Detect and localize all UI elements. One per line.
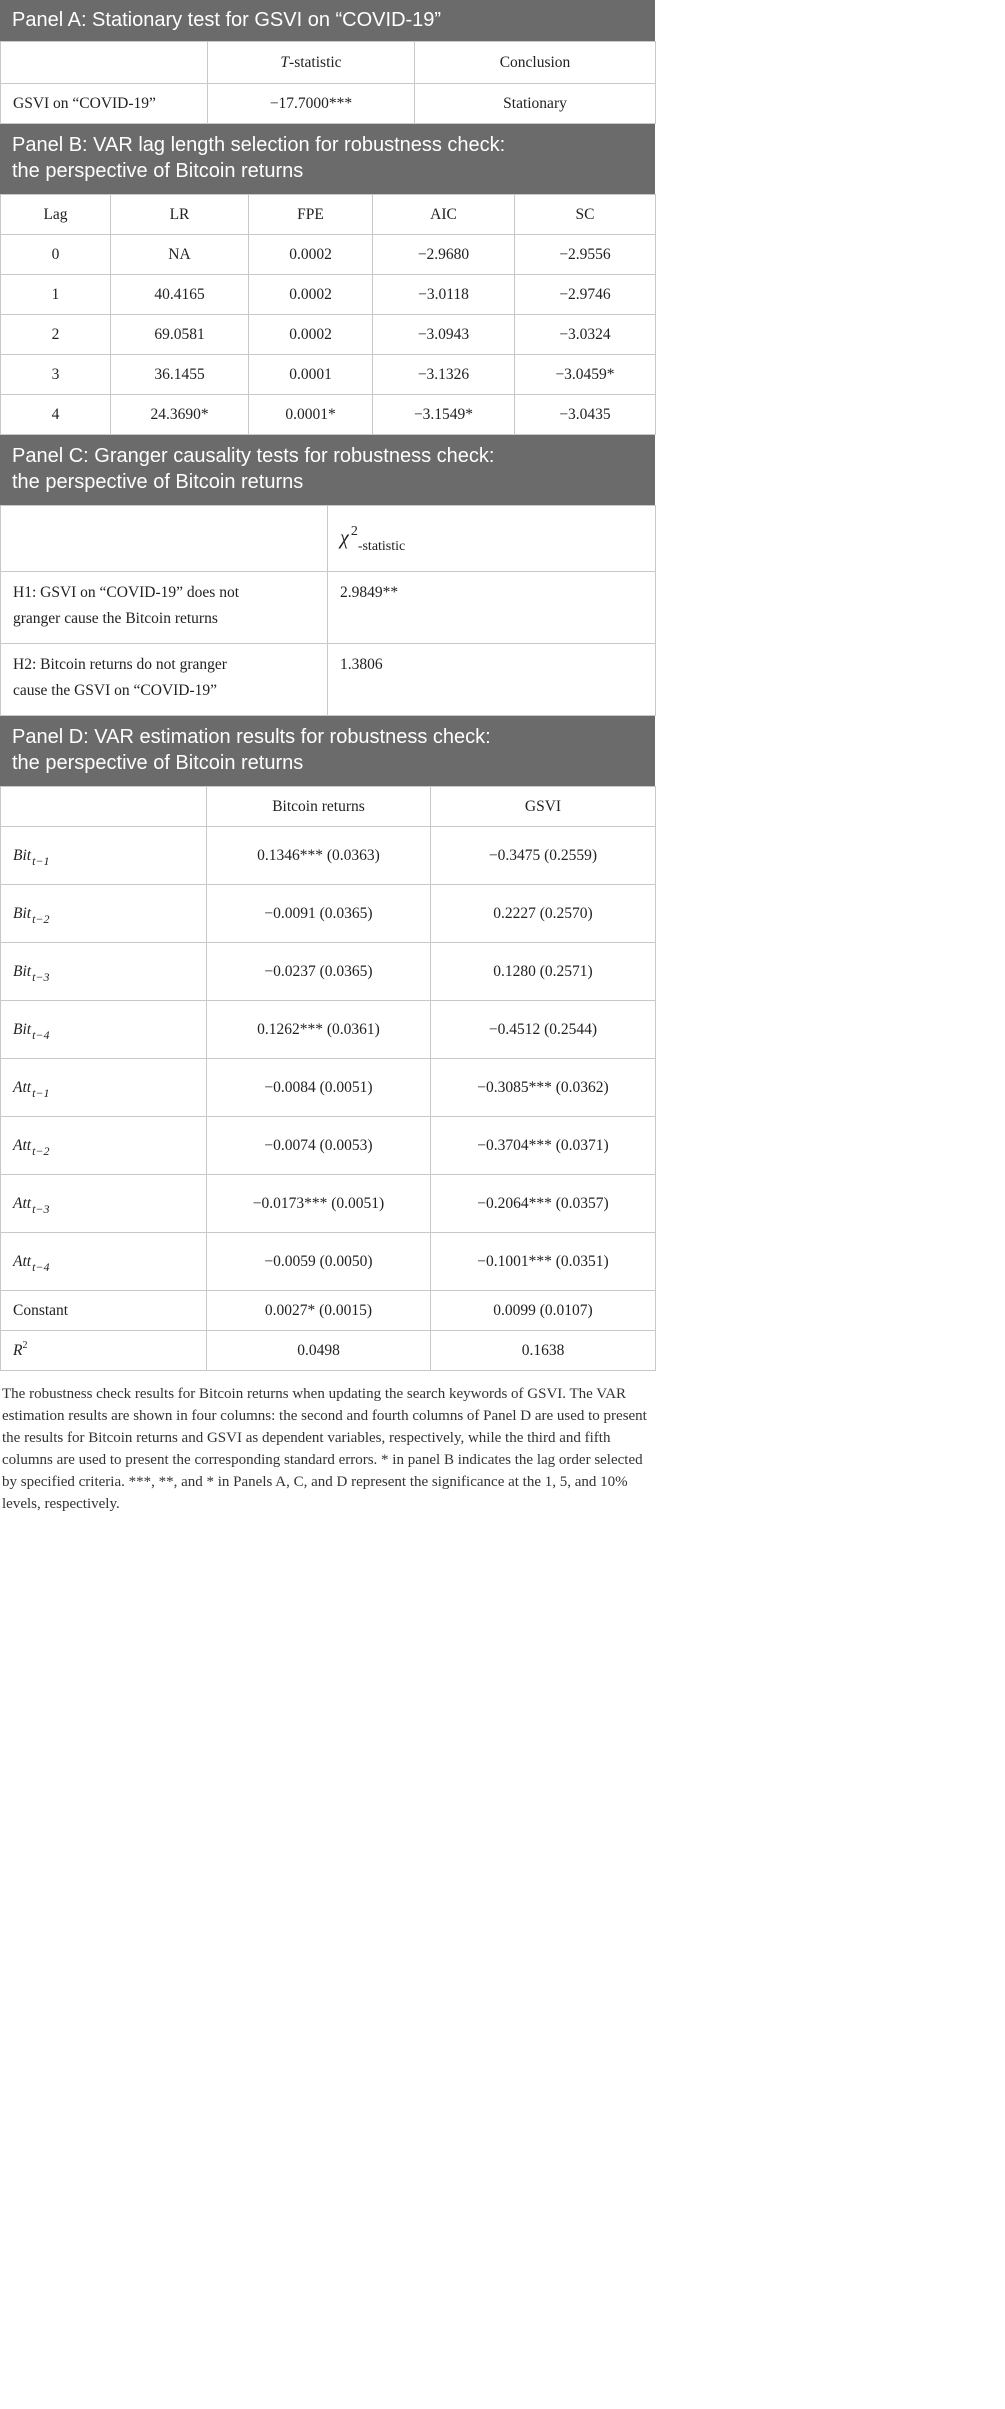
gsvi-cell: 0.1638 xyxy=(431,1331,656,1371)
table-row xyxy=(1,644,656,716)
var-cell: Bit$_{t-2}$ xyxy=(1,885,207,943)
fpe-cell: 0.0001* xyxy=(249,395,373,435)
lr-cell: 69.0581 xyxy=(111,315,249,355)
panel-c-header-row xyxy=(1,506,656,572)
panel-a-header-conclusion: Conclusion xyxy=(415,42,656,84)
panel-d-title-line2: the perspective of Bitcoin returns xyxy=(12,752,304,774)
lag-cell: 3 xyxy=(1,355,111,395)
panel-d-title-line1: Panel D: VAR estimation results for robustness check: xyxy=(12,726,491,748)
panel-c-table xyxy=(0,505,656,716)
panel-a-title-text: Panel A: Stationary test for GSVI on “COVID-19” xyxy=(12,9,442,31)
var-cell: Att$_{t-1}$ xyxy=(1,1059,207,1117)
gsvi-cell: −0.1001*** (0.0351) xyxy=(431,1233,656,1291)
fpe-cell: 0.0002 xyxy=(249,235,373,275)
panel-d-title xyxy=(0,716,655,786)
table-row xyxy=(1,275,656,315)
panel-c-title-line2: the perspective of Bitcoin returns xyxy=(12,471,304,493)
lag-cell: 4 xyxy=(1,395,111,435)
aic-cell: −3.0118 xyxy=(373,275,515,315)
panel-b-header-row xyxy=(1,195,656,235)
btc-cell: −0.0059 (0.0050) xyxy=(207,1233,431,1291)
btc-cell: 0.0027* (0.0015) xyxy=(207,1291,431,1331)
panel-b-title-line2: the perspective of Bitcoin returns xyxy=(12,160,304,182)
aic-cell: −3.1549* xyxy=(373,395,515,435)
table-row xyxy=(1,943,656,1001)
panel-a-header-blank xyxy=(1,42,208,84)
table-row xyxy=(1,315,656,355)
table-row xyxy=(1,1001,656,1059)
panel-d-header-btc: Bitcoin returns xyxy=(207,787,431,827)
fpe-cell: 0.0002 xyxy=(249,275,373,315)
aic-cell: −3.1326 xyxy=(373,355,515,395)
var-cell: Bit$_{t-4}$ xyxy=(1,1001,207,1059)
var-cell: Bit$_{t-1}$ xyxy=(1,827,207,885)
sc-cell: −2.9556 xyxy=(515,235,656,275)
btc-cell: −0.0074 (0.0053) xyxy=(207,1117,431,1175)
hypothesis-cell: H1: GSVI on “COVID-19” does not granger cause the Bitcoin returns xyxy=(1,572,328,644)
table-row xyxy=(1,395,656,435)
panel-b-header-aic: AIC xyxy=(373,195,515,235)
gsvi-cell: 0.0099 (0.0107) xyxy=(431,1291,656,1331)
gsvi-cell: 0.2227 (0.2570) xyxy=(431,885,656,943)
table-row xyxy=(1,827,656,885)
sc-cell: −3.0459* xyxy=(515,355,656,395)
gsvi-cell: −0.4512 (0.2544) xyxy=(431,1001,656,1059)
btc-cell: 0.1346*** (0.0363) xyxy=(207,827,431,885)
panel-b-title-line1: Panel B: VAR lag length selection for robustness check: xyxy=(12,134,506,156)
chi-value-cell: 1.3806 xyxy=(328,644,656,716)
gsvi-cell: −0.3704*** (0.0371) xyxy=(431,1117,656,1175)
lag-cell: 2 xyxy=(1,315,111,355)
panel-a-header-t: T-statistic xyxy=(208,42,415,84)
btc-cell: −0.0084 (0.0051) xyxy=(207,1059,431,1117)
panel-d-header-gsvi: GSVI xyxy=(431,787,656,827)
panel-a-row-t: −17.7000*** xyxy=(208,84,415,124)
hypothesis-cell: H2: Bitcoin returns do not granger cause the GSVI on “COVID-19” xyxy=(1,644,328,716)
var-cell: Bit$_{t-3}$ xyxy=(1,943,207,1001)
panel-b-table xyxy=(0,194,656,435)
panel-c-header-blank xyxy=(1,506,328,572)
aic-cell: −3.0943 xyxy=(373,315,515,355)
r-squared-label: $R^2$ xyxy=(1,1331,207,1371)
var-cell: Att$_{t-2}$ xyxy=(1,1117,207,1175)
lr-cell: 36.1455 xyxy=(111,355,249,395)
btc-cell: 0.1262*** (0.0361) xyxy=(207,1001,431,1059)
panel-b-title xyxy=(0,124,655,194)
panel-c-header-chi: χ 2-statistic xyxy=(328,506,656,572)
sc-cell: −2.9746 xyxy=(515,275,656,315)
gsvi-cell: −0.3475 (0.2559) xyxy=(431,827,656,885)
panel-d-header-row xyxy=(1,787,656,827)
fpe-cell: 0.0002 xyxy=(249,315,373,355)
sc-cell: −3.0435 xyxy=(515,395,656,435)
var-cell: Att$_{t-4}$ xyxy=(1,1233,207,1291)
sc-cell: −3.0324 xyxy=(515,315,656,355)
panel-b-header-lr: LR xyxy=(111,195,249,235)
panel-a-data-row xyxy=(1,84,656,124)
lag-cell: 0 xyxy=(1,235,111,275)
table-row xyxy=(1,885,656,943)
fpe-cell: 0.0001 xyxy=(249,355,373,395)
table-row xyxy=(1,1059,656,1117)
var-cell: Att$_{t-3}$ xyxy=(1,1175,207,1233)
constant-label: Constant xyxy=(1,1291,207,1331)
btc-cell: −0.0173*** (0.0051) xyxy=(207,1175,431,1233)
lr-cell: 24.3690* xyxy=(111,395,249,435)
panel-b-header-fpe: FPE xyxy=(249,195,373,235)
table-row xyxy=(1,1233,656,1291)
panel-c-title xyxy=(0,435,655,505)
panel-a-header-row xyxy=(1,42,656,84)
panel-b-header-sc: SC xyxy=(515,195,656,235)
panel-a-title xyxy=(0,0,655,41)
btc-cell: −0.0091 (0.0365) xyxy=(207,885,431,943)
gsvi-cell: −0.3085*** (0.0362) xyxy=(431,1059,656,1117)
panel-b-header-lag: Lag xyxy=(1,195,111,235)
panel-d-header-blank xyxy=(1,787,207,827)
lr-cell: NA xyxy=(111,235,249,275)
panel-a-row-conclusion: Stationary xyxy=(415,84,656,124)
panel-c-title-line1: Panel C: Granger causality tests for robustness check: xyxy=(12,445,495,467)
table-row xyxy=(1,1117,656,1175)
constant-row xyxy=(1,1291,656,1331)
lag-cell: 1 xyxy=(1,275,111,315)
panel-a-table xyxy=(0,41,656,124)
btc-cell: 0.0498 xyxy=(207,1331,431,1371)
gsvi-cell: 0.1280 (0.2571) xyxy=(431,943,656,1001)
btc-cell: −0.0237 (0.0365) xyxy=(207,943,431,1001)
gsvi-cell: −0.2064*** (0.0357) xyxy=(431,1175,656,1233)
table-row xyxy=(1,572,656,644)
chi-value-cell: 2.9849** xyxy=(328,572,656,644)
table-row xyxy=(1,1175,656,1233)
table-footnote: The robustness check results for Bitcoin returns when updating the search keywords of GSVI. The VAR estimation results are shown in four columns: the second and fourth columns of Panel D are used to present the results for Bitcoin returns and GSVI as dependent variables, respectively, while the third and fifth columns are used to present the corresponding standard errors. * in panel B indicates the lag order selected by specified criteria. ***, **, and * in Panels A, C, and D represent the significance at the 1, 5, and 10% levels, respectively. xyxy=(2,1386,647,1512)
panel-a-row-label: GSVI on “COVID-19” xyxy=(1,84,208,124)
lr-cell: 40.4165 xyxy=(111,275,249,315)
aic-cell: −2.9680 xyxy=(373,235,515,275)
r-squared-row xyxy=(1,1331,656,1371)
table-row xyxy=(1,355,656,395)
table-row xyxy=(1,235,656,275)
panel-d-table xyxy=(0,786,656,1371)
